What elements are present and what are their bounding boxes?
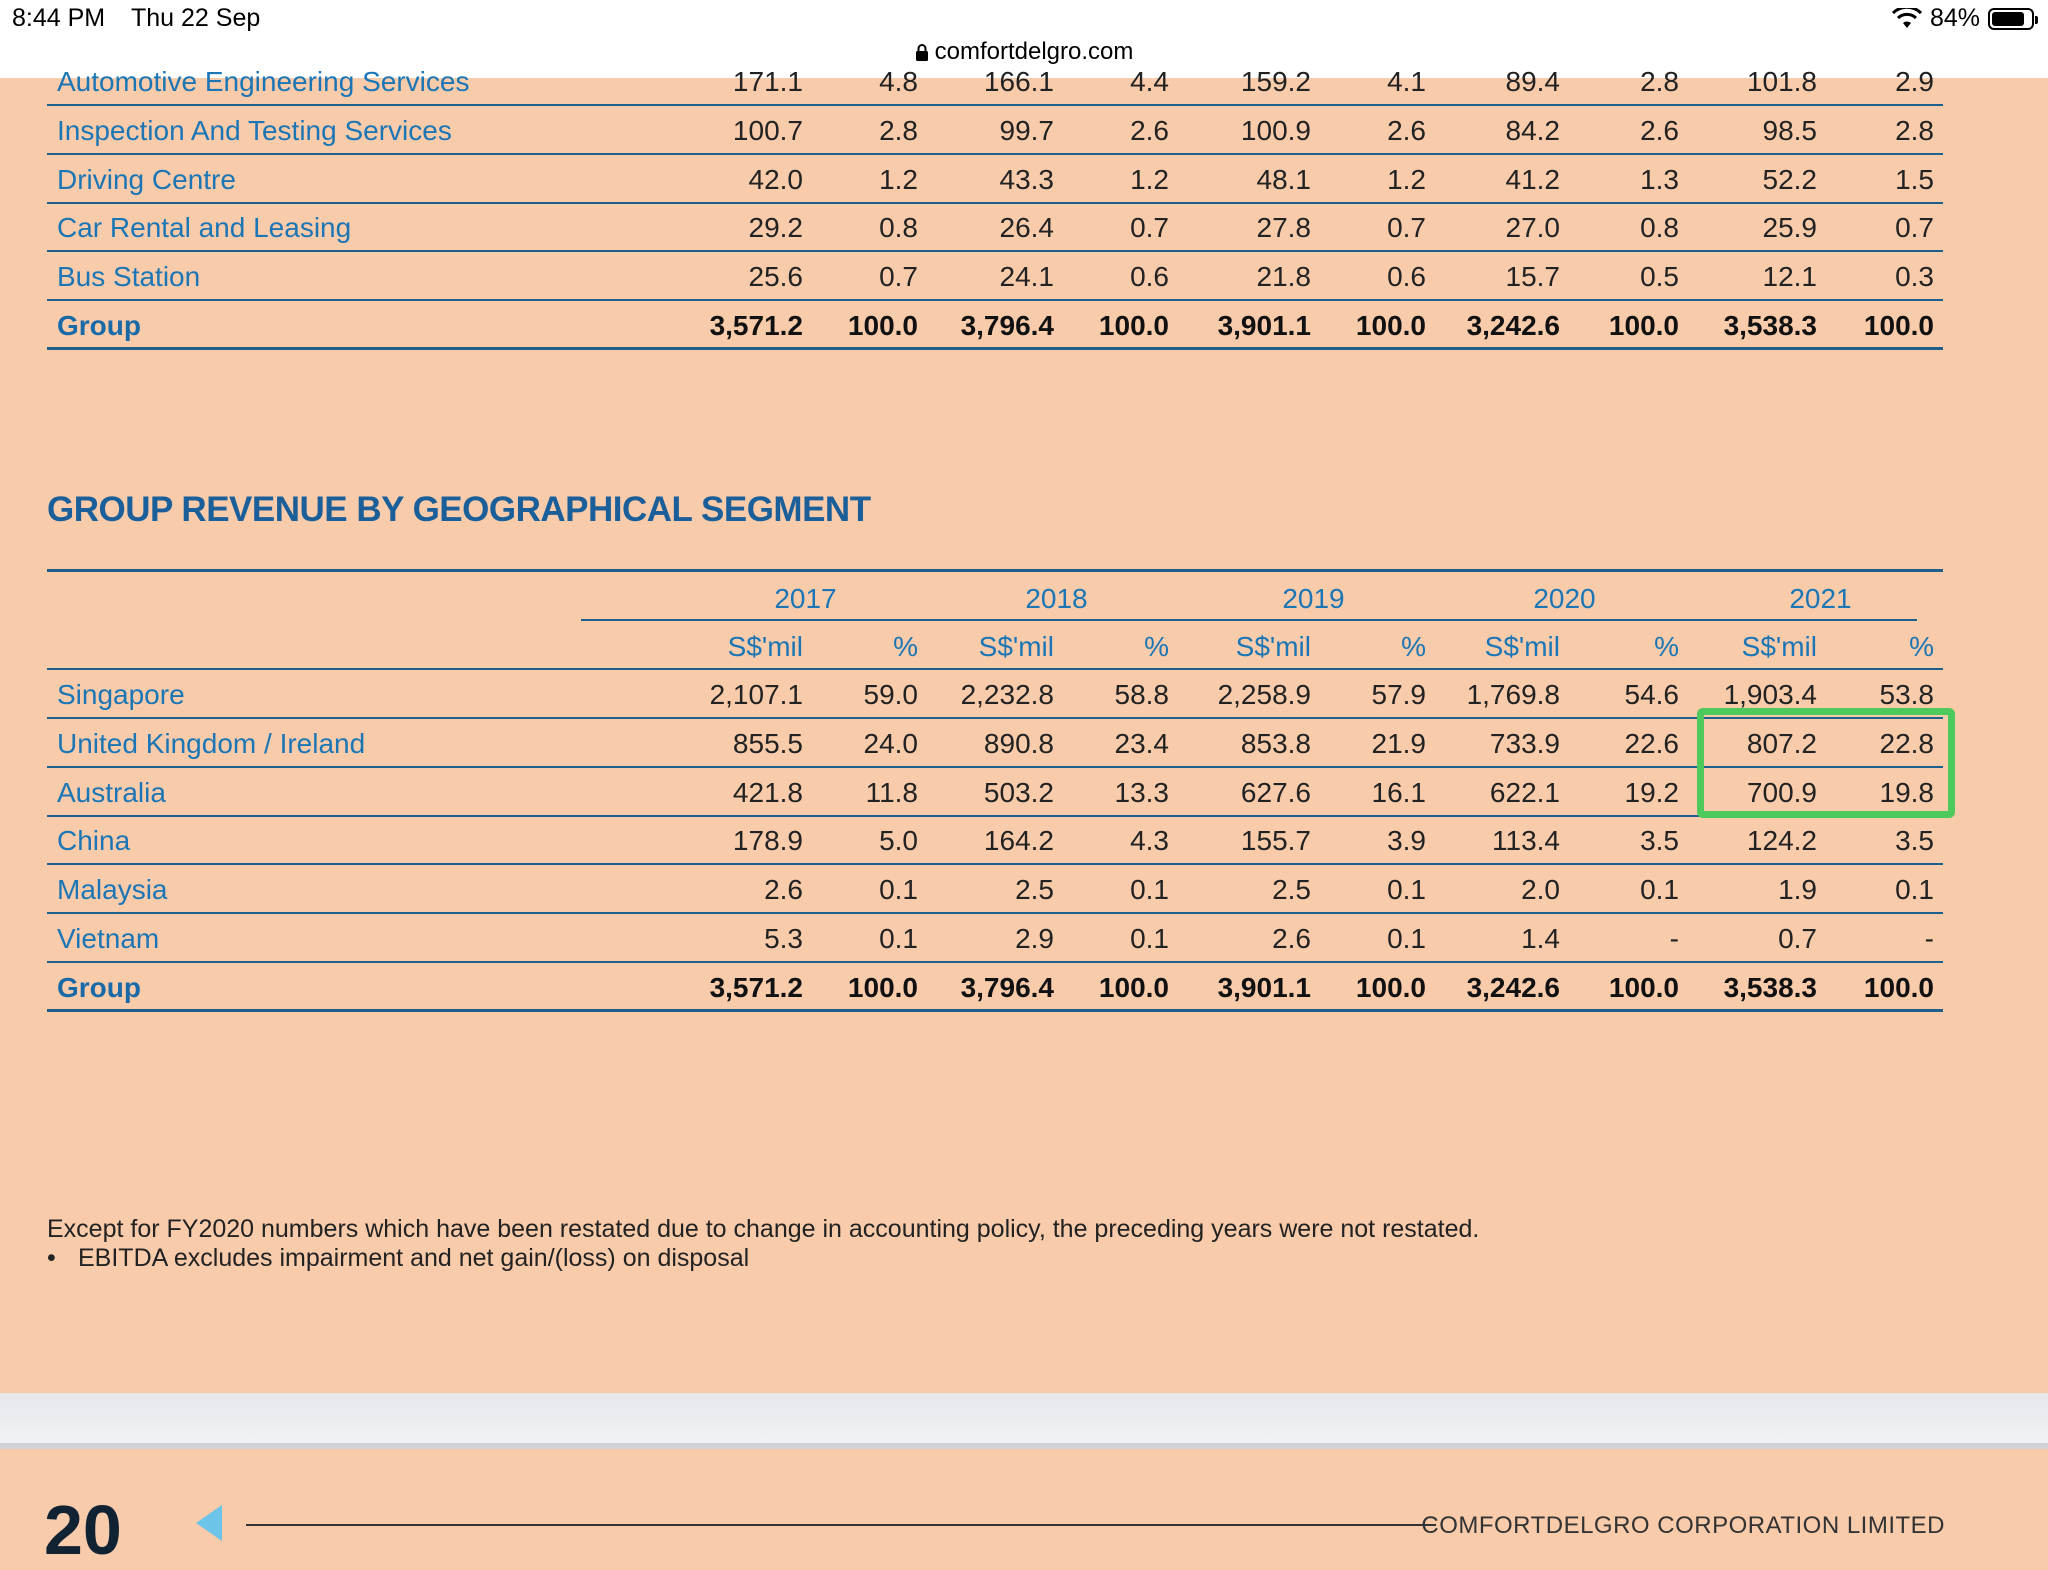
- row-label: Singapore: [57, 679, 185, 710]
- table-cell: 53.8: [1879, 679, 1934, 710]
- table-cell: 22.8: [1879, 727, 1934, 759]
- table-cell: 2.6: [1640, 114, 1679, 146]
- battery-level: [1992, 12, 2024, 26]
- table-row: [47, 866, 1943, 914]
- table-cell: 124.2: [1746, 825, 1817, 857]
- unit-mil-header: S$'mil: [978, 631, 1054, 662]
- table-cell: 3,538.3: [1723, 310, 1817, 341]
- footer-rule: [246, 1524, 1436, 1526]
- unit-pct-header: %: [893, 631, 918, 662]
- table-row: [47, 915, 1943, 963]
- unit-pct-header: %: [1909, 631, 1934, 662]
- table-cell: 99.7: [999, 114, 1054, 146]
- table-cell: 0.1: [1640, 874, 1679, 906]
- table-cell: 21.9: [1371, 727, 1426, 759]
- table-cell: 178.9: [732, 825, 803, 857]
- table-cell: 733.9: [1489, 727, 1560, 759]
- table-cell: 101.8: [1746, 66, 1817, 97]
- table-cell: 0.7: [1130, 212, 1169, 244]
- table-cell: 0.7: [1778, 923, 1817, 954]
- table-cell: 2.6: [764, 874, 803, 906]
- table-cell: 0.7: [1895, 212, 1934, 244]
- table-cell: 100.0: [1608, 310, 1679, 341]
- header-top-rule: [47, 569, 1943, 572]
- table-cell: 84.2: [1505, 114, 1560, 146]
- table-row: [47, 720, 1943, 768]
- table-cell: 100.0: [1355, 971, 1426, 1003]
- table-cell: 19.2: [1624, 776, 1679, 808]
- unit-mil-header: S$'mil: [727, 631, 803, 662]
- table-cell: 48.1: [1256, 163, 1311, 195]
- row-label: Car Rental and Leasing: [57, 212, 352, 244]
- table-cell: 100.9: [1240, 114, 1311, 146]
- table-cell: 807.2: [1746, 727, 1817, 759]
- table-cell: 4.8: [879, 66, 918, 97]
- table-cell: 0.7: [1387, 212, 1426, 244]
- table-cell: 2.6: [1272, 923, 1311, 954]
- footnote-restated: Except for FY2020 numbers which have been restated due to change in accounting policy, the preceding years were not restated.: [47, 1215, 1480, 1243]
- unit-mil-header: S$'mil: [1235, 631, 1311, 662]
- year-header: 2018: [1025, 583, 1088, 614]
- row-label: China: [57, 825, 131, 857]
- table-cell: 890.8: [983, 727, 1054, 759]
- table-cell: 2.6: [1130, 114, 1169, 146]
- table-cell: 100.0: [847, 310, 918, 341]
- table-cell: 24.0: [863, 727, 918, 759]
- row-label: Bus Station: [57, 261, 201, 293]
- unit-mil-header: S$'mil: [1484, 631, 1560, 662]
- year-header: 2019: [1282, 583, 1345, 614]
- table-cell: 622.1: [1489, 776, 1560, 808]
- table-cell: 12.1: [1762, 261, 1817, 293]
- table-cell: 0.3: [1895, 261, 1934, 293]
- table-cell: 853.8: [1240, 727, 1311, 759]
- table-cell: 100.0: [1098, 971, 1169, 1003]
- table-cell: 100.0: [1355, 310, 1426, 341]
- footnote-ebitda: EBITDA excludes impairment and net gain/(loss) on disposal: [78, 1244, 750, 1272]
- battery-percent: 84%: [1929, 4, 1980, 32]
- table-row: [47, 156, 1943, 204]
- table-row: [47, 302, 1943, 350]
- table-row: [47, 107, 1943, 155]
- row-label: Automotive Engineering Services: [57, 66, 470, 97]
- table-cell: 24.1: [999, 261, 1054, 293]
- table-cell: 100.0: [847, 971, 918, 1003]
- year-header: 2020: [1533, 583, 1596, 614]
- table-cell: 2.9: [1895, 66, 1934, 97]
- table-cell: 100.7: [732, 114, 803, 146]
- table-cell: 1.4: [1521, 923, 1560, 954]
- table-row: [47, 769, 1943, 817]
- row-label: Vietnam: [57, 923, 160, 954]
- table-cell: 23.4: [1114, 727, 1169, 759]
- table-cell: 27.0: [1505, 212, 1560, 244]
- table-row: [47, 817, 1943, 865]
- table-cell: 0.1: [1130, 874, 1169, 906]
- table-cell: 3.9: [1387, 825, 1426, 857]
- table-cell: 3,242.6: [1466, 971, 1560, 1003]
- table-cell: 41.2: [1505, 163, 1560, 195]
- footer-corporation: COMFORTDELGRO CORPORATION LIMITED: [1421, 1512, 1945, 1539]
- table-cell: 0.7: [879, 261, 918, 293]
- table-cell: -: [1669, 923, 1679, 954]
- table-cell: 15.7: [1505, 261, 1560, 293]
- table-cell: 42.0: [748, 163, 803, 195]
- table-cell: 503.2: [983, 776, 1054, 808]
- table-cell: 0.8: [879, 212, 918, 244]
- year-header: 2021: [1789, 583, 1852, 614]
- page-break-shadow: [0, 1443, 2048, 1449]
- table-cell: 2.5: [1272, 874, 1311, 906]
- table-cell: 5.3: [764, 923, 803, 954]
- table-cell: 58.8: [1114, 679, 1169, 710]
- table-cell: 1.5: [1895, 163, 1934, 195]
- table-cell: 27.8: [1256, 212, 1311, 244]
- table-cell: 166.1: [983, 66, 1054, 97]
- table-cell: 21.8: [1256, 261, 1311, 293]
- table-cell: 2.6: [1387, 114, 1426, 146]
- unit-mil-header: S$'mil: [1741, 631, 1817, 662]
- wifi-icon: [1892, 8, 1922, 30]
- table-cell: 11.8: [865, 776, 918, 808]
- table-cell: 3.5: [1895, 825, 1934, 857]
- table-cell: 0.8: [1640, 212, 1679, 244]
- table-cell: 1,903.4: [1723, 679, 1817, 710]
- table-cell: 3,571.2: [709, 310, 803, 341]
- table-cell: 3,796.4: [960, 971, 1054, 1003]
- table-cell: 100.0: [1608, 971, 1679, 1003]
- table-cell: 89.4: [1505, 66, 1560, 97]
- status-time: 8:44 PM: [12, 4, 106, 32]
- table-cell: 26.4: [999, 212, 1054, 244]
- table-cell: -: [1924, 923, 1934, 954]
- table-cell: 100.0: [1098, 310, 1169, 341]
- table-cell: 3,538.3: [1723, 971, 1817, 1003]
- table-row: [47, 58, 1943, 106]
- table-cell: 100.0: [1863, 971, 1934, 1003]
- table-cell: 13.3: [1114, 776, 1169, 808]
- highlight-box: [1697, 708, 1955, 818]
- table-cell: 0.1: [1387, 923, 1426, 954]
- table-cell: 29.2: [748, 212, 803, 244]
- row-label: Australia: [57, 776, 166, 808]
- row-label: Group: [57, 310, 141, 341]
- table-cell: 0.5: [1640, 261, 1679, 293]
- table-cell: 2,232.8: [960, 679, 1054, 710]
- table-cell: 3,242.6: [1466, 310, 1560, 341]
- status-right-group: [1892, 4, 2034, 33]
- table-cell: 0.1: [1130, 923, 1169, 954]
- table-cell: 4.3: [1130, 825, 1169, 857]
- table-cell: 1.2: [1387, 163, 1426, 195]
- table-cell: 0.1: [1895, 874, 1934, 906]
- table-cell: 159.2: [1240, 66, 1311, 97]
- table-cell: 1.2: [879, 163, 918, 195]
- table-row: [47, 204, 1943, 252]
- table-cell: 1.9: [1778, 874, 1817, 906]
- unit-pct-header: %: [1144, 631, 1169, 662]
- table-cell: 1,769.8: [1466, 679, 1560, 710]
- table-cell: 3,901.1: [1217, 971, 1311, 1003]
- table-cell: 2,107.1: [709, 679, 803, 710]
- table-cell: 113.4: [1492, 825, 1560, 857]
- row-label: United Kingdom / Ireland: [57, 727, 366, 759]
- table-cell: 0.6: [1130, 261, 1169, 293]
- row-label: Group: [57, 971, 141, 1003]
- table-cell: 1.3: [1640, 163, 1679, 195]
- table-cell: 43.3: [999, 163, 1054, 195]
- table-cell: 57.9: [1371, 679, 1426, 710]
- table-cell: 2.8: [1895, 114, 1934, 146]
- row-label: Malaysia: [57, 874, 168, 906]
- table-cell: 54.6: [1624, 679, 1679, 710]
- year-header: 2017: [774, 583, 837, 614]
- row-label: Inspection And Testing Services: [57, 114, 452, 146]
- table-cell: 3.5: [1640, 825, 1679, 857]
- table-cell: 2.0: [1521, 874, 1560, 906]
- table-cell: 2.5: [1015, 874, 1054, 906]
- table-cell: 4.4: [1130, 66, 1169, 97]
- table-cell: 25.6: [748, 261, 803, 293]
- table-cell: 0.1: [1387, 874, 1426, 906]
- footnote-bullet: •: [47, 1244, 56, 1272]
- table-cell: 627.6: [1240, 776, 1311, 808]
- table-cell: 16.1: [1371, 776, 1426, 808]
- table-row: [47, 671, 1943, 719]
- table-cell: 25.9: [1762, 212, 1817, 244]
- table-cell: 421.8: [732, 776, 803, 808]
- table-cell: 2.9: [1015, 923, 1054, 954]
- table-cell: 164.2: [983, 825, 1054, 857]
- table-cell: 98.5: [1762, 114, 1817, 146]
- table-cell: 2.8: [879, 114, 918, 146]
- unit-pct-header: %: [1401, 631, 1426, 662]
- table-cell: 855.5: [732, 727, 803, 759]
- section-title: GROUP REVENUE BY GEOGRAPHICAL SEGMENT: [47, 490, 871, 529]
- table-row: [47, 964, 1943, 1012]
- table-cell: 4.1: [1387, 66, 1426, 97]
- table-cell: 700.9: [1746, 776, 1817, 808]
- header-bottom-rule: [47, 668, 1943, 670]
- table-cell: 5.0: [879, 825, 918, 857]
- year-underline: [1595, 619, 1917, 621]
- table-cell: 1.2: [1130, 163, 1169, 195]
- table-cell: 100.0: [1863, 310, 1934, 341]
- unit-pct-header: %: [1654, 631, 1679, 662]
- table-cell: 155.7: [1240, 825, 1311, 857]
- table-cell: 22.6: [1624, 727, 1679, 759]
- table-cell: 3,796.4: [960, 310, 1054, 341]
- table-cell: 19.8: [1879, 776, 1934, 808]
- table-cell: 3,571.2: [709, 971, 803, 1003]
- row-label: Driving Centre: [57, 163, 236, 195]
- table-cell: 171.1: [732, 66, 803, 97]
- page-break-band: [0, 1393, 2048, 1443]
- table-cell: 59.0: [863, 679, 918, 710]
- table-row: [47, 253, 1943, 301]
- table-cell: 0.1: [879, 923, 918, 954]
- table-cell: 52.2: [1762, 163, 1817, 195]
- table-cell: 3,901.1: [1217, 310, 1311, 341]
- status-date: Thu 22 Sep: [131, 4, 261, 32]
- table-cell: 0.1: [879, 874, 918, 906]
- table-cell: 2,258.9: [1217, 679, 1311, 710]
- url-text: comfortdelgro.com: [934, 38, 1134, 65]
- table-cell: 2.8: [1640, 66, 1679, 97]
- battery-icon: [1988, 8, 2034, 30]
- page-number: 20: [44, 1491, 122, 1569]
- table-cell: 0.6: [1387, 261, 1426, 293]
